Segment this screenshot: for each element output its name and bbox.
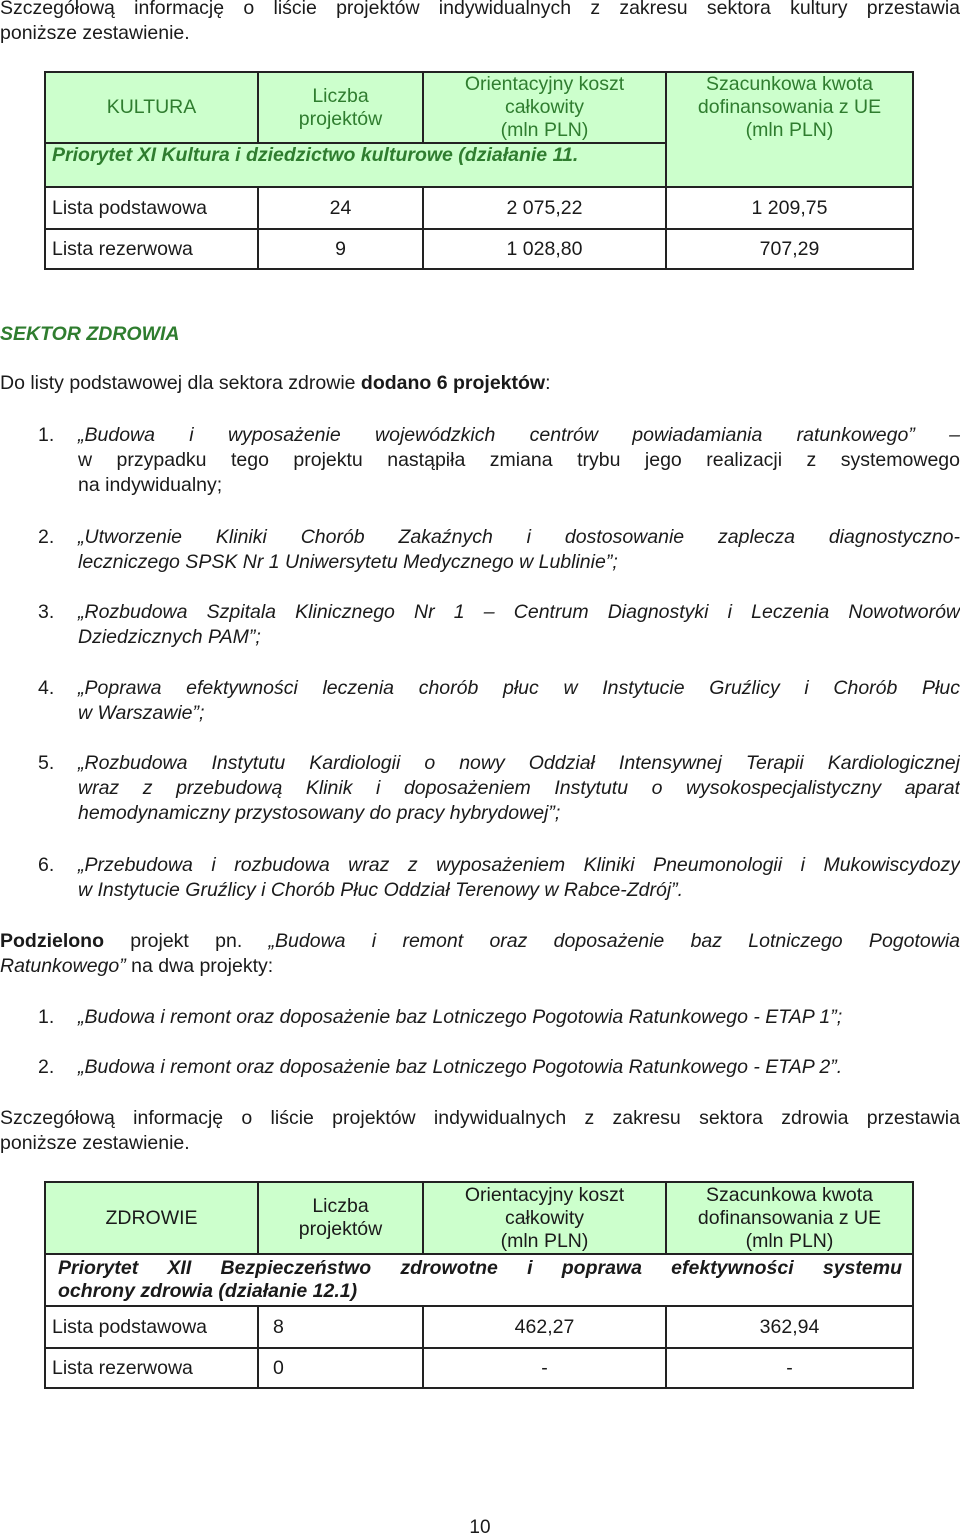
kultura-row-eu: 1 209,75 (666, 187, 913, 229)
zdrowie-row-count: 8 (258, 1306, 423, 1348)
section-heading: SEKTOR ZDROWIA (0, 323, 180, 345)
intro-zdrowie: Szczegółową informację o liście projektów indywidualnych z zakresu sektora zdrowia przestawia poniższe zestawienie. (0, 1107, 960, 1154)
zdrowie-priority: Priorytet XII Bezpieczeństwo zdrowotne i poprawa efektywności systemu ochrony zdrowia (działanie 12.1) (45, 1254, 913, 1306)
zdrowie-row-label: Lista podstawowa (45, 1306, 258, 1348)
kultura-row-cost: 1 028,80 (423, 229, 666, 269)
zdrowie-header-count: Liczba projektów (258, 1182, 423, 1254)
intro-kultura-line2: poniższe zestawienie. (0, 22, 190, 44)
kultura-header-count: Liczba projektów (258, 72, 423, 143)
kultura-header-cost: Orientacyjny koszt całkowity (mln PLN) (423, 72, 666, 143)
kultura-priority: Priorytet XI Kultura i dziedzictwo kulturowe (działanie 11. (45, 143, 666, 187)
zdrowie-header-sector: ZDROWIE (45, 1182, 258, 1254)
zdrowie-row-label: Lista rezerwowa (45, 1348, 258, 1388)
zdrowie-row-cost: - (423, 1348, 666, 1388)
zdrowie-row-cost: 462,27 (423, 1306, 666, 1348)
table-kultura (44, 71, 914, 270)
kultura-row-count: 9 (258, 229, 423, 269)
kultura-row-count: 24 (258, 187, 423, 229)
kultura-row-cost: 2 075,22 (423, 187, 666, 229)
added-intro (0, 371, 960, 396)
zdrowie-header-eu: Szacunkowa kwota dofinansowania z UE (mln PLN) (666, 1182, 913, 1254)
added-intro-prefix: Do listy podstawowej dla sektora zdrowie (0, 372, 361, 394)
intro-kultura-line1: Szczegółową informację o liście projektów indywidualnych z zakresu sektora kultury przestawia (0, 0, 960, 19)
split-paragraph: Podzielono projekt pn. „Budowa i remont oraz doposażenie baz Lotniczego Pogotowia Ratunkowego” na dwa projekty: (0, 930, 960, 977)
kultura-row-eu: 707,29 (666, 229, 913, 269)
zdrowie-row-eu: - (666, 1348, 913, 1388)
added-intro-suffix: : (545, 372, 551, 394)
zdrowie-row-eu: 362,94 (666, 1306, 913, 1348)
zdrowie-row-count: 0 (258, 1348, 423, 1388)
table-zdrowie (44, 1181, 914, 1389)
kultura-row-label: Lista rezerwowa (45, 229, 258, 269)
zdrowie-header-cost: Orientacyjny koszt całkowity (mln PLN) (423, 1182, 666, 1254)
intro-kultura (0, 0, 960, 46)
kultura-header-eu: Szacunkowa kwota dofinansowania z UE (mln PLN) (666, 72, 913, 187)
kultura-row-label: Lista podstawowa (45, 187, 258, 229)
added-intro-bold: dodano 6 projektów (360, 372, 546, 394)
kultura-header-sector: KULTURA (45, 72, 258, 143)
page-number: 10 (469, 1517, 491, 1538)
